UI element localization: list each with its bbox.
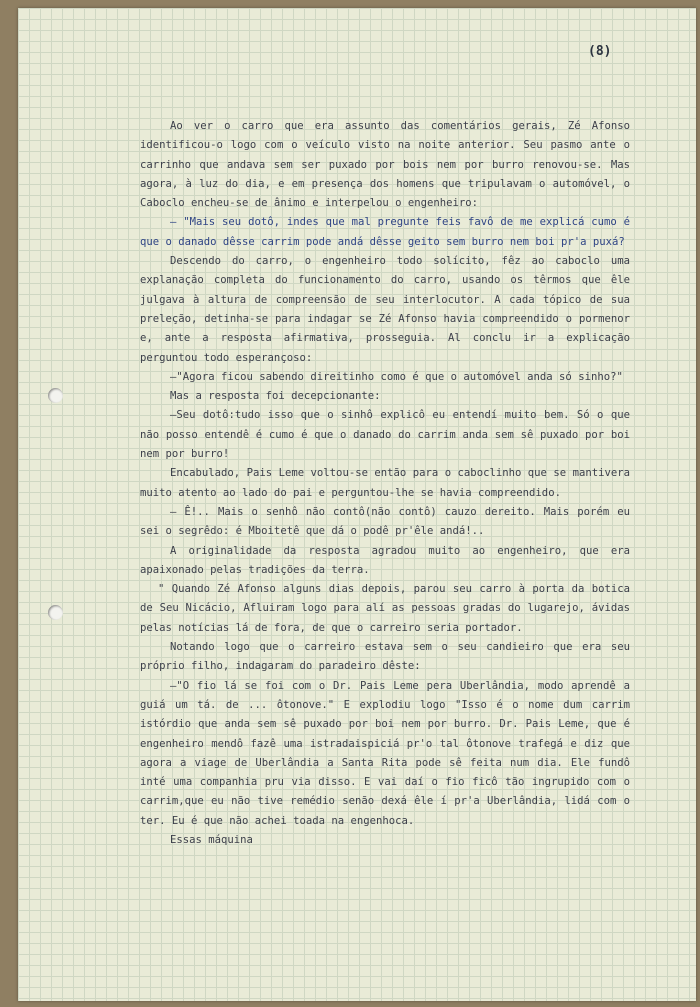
paragraph: " Quando Zé Afonso alguns dias depois, parou seu carro à porta da botica de Seu Nicácio, Afluiram logo para alí as pessoas gradas do lugarejo, ávidas pelas notícias lá de fora, de que o carreiro seria portador.: [140, 583, 630, 634]
punch-hole: [48, 388, 63, 403]
paragraph-dialogue: –Seu dotô:tudo isso que o sinhô explicô eu entendí muito bem. Só o que não posso entendê é cumo é que o danado do carrim anda sem sê puxado por boi nem por burro!: [140, 409, 630, 461]
page-number: (8): [588, 44, 612, 59]
punch-hole: [48, 605, 63, 620]
paragraph: Mas a resposta foi decepcionante:: [170, 390, 381, 403]
paragraph: Encabulado, Pais Leme voltou-se então para o caboclinho que se mantivera muito atento ao lado do pai e perguntou-lhe se havia compreendido.: [140, 467, 630, 499]
paragraph: Descendo do carro, o engenheiro todo solícito, fêz ao caboclo uma explanação completa do funcionamento do carro, usando os têrmos que êle julgava à altura de compreensão de seu interlocutor. A cada tópico de sua preleção, detinha-se para indagar se Zé Afonso havia compreendido o pormenor e, ante a resposta afirmativa, prosseguia. Al conclu ir a explicação perguntou todo esperançoso:: [140, 255, 630, 364]
paragraph-dialogue: –"O fio lá se foi com o Dr. Pais Leme pera Uberlândia, modo aprendê a guiá um tá. de ... ôtonove." E explodiu logo "Isso é o nome dum carrim istórdio que anda sem sê puxado por boi nem por burro. Dr. Pais Leme, que é engenheiro mendô fazê uma istradaispiciá pr'o tal ôtonove trafegá e diz que agora a viage de Uberlândia a Santa Rita pode sê feita num dia. Ele fundô inté uma companhia pru via disso. E vai daí o fio ficô tão ingrupido com o carrim,que eu não tive remédio senão dexá êle í pr'a Uberlândia, lidá com o ter. Eu é que não achei toada na engenhoca.: [140, 679, 630, 827]
paragraph-dialogue: –"Agora ficou sabendo direitinho como é que o automóvel anda só sinho?": [170, 370, 623, 383]
paragraph-dialogue: – "Mais seu dotô, indes que mal pregunte feis favô de me explicá cumo é que o danado dêsse carrim pode andá dêsse geito sem burro nem boi pr'a puxá?: [140, 216, 630, 248]
paragraph: Ao ver o carro que era assunto das comentários gerais, Zé Afonso identificou-o logo com o veículo visto na noite anterior. Seu pasmo ante o carrinho que andava sem ser puxado por bois nem por burro renovou-se. Mas agora, à luz do dia, e em presença dos homens que tripulavam o automóvel, o Caboclo encheu-se de ânimo e interpelou o engenheiro:: [140, 120, 630, 210]
paragraph: A originalidade da resposta agradou muito ao engenheiro, que era apaixonado pelas tradições da terra.: [140, 544, 630, 576]
paragraph: Notando logo que o carreiro estava sem o seu candieiro que era seu próprio filho, indagaram do paradeiro dêste:: [140, 641, 630, 673]
typed-text-body: [140, 117, 630, 850]
paragraph: Essas máquina: [170, 833, 253, 846]
paragraph-dialogue: – Ê!.. Mais o senhô não contô(não contô) cauzo dereito. Mais porém eu sei o segrêdo: é Mboitetê que dá o podê pr'êle andá!..: [140, 505, 630, 538]
